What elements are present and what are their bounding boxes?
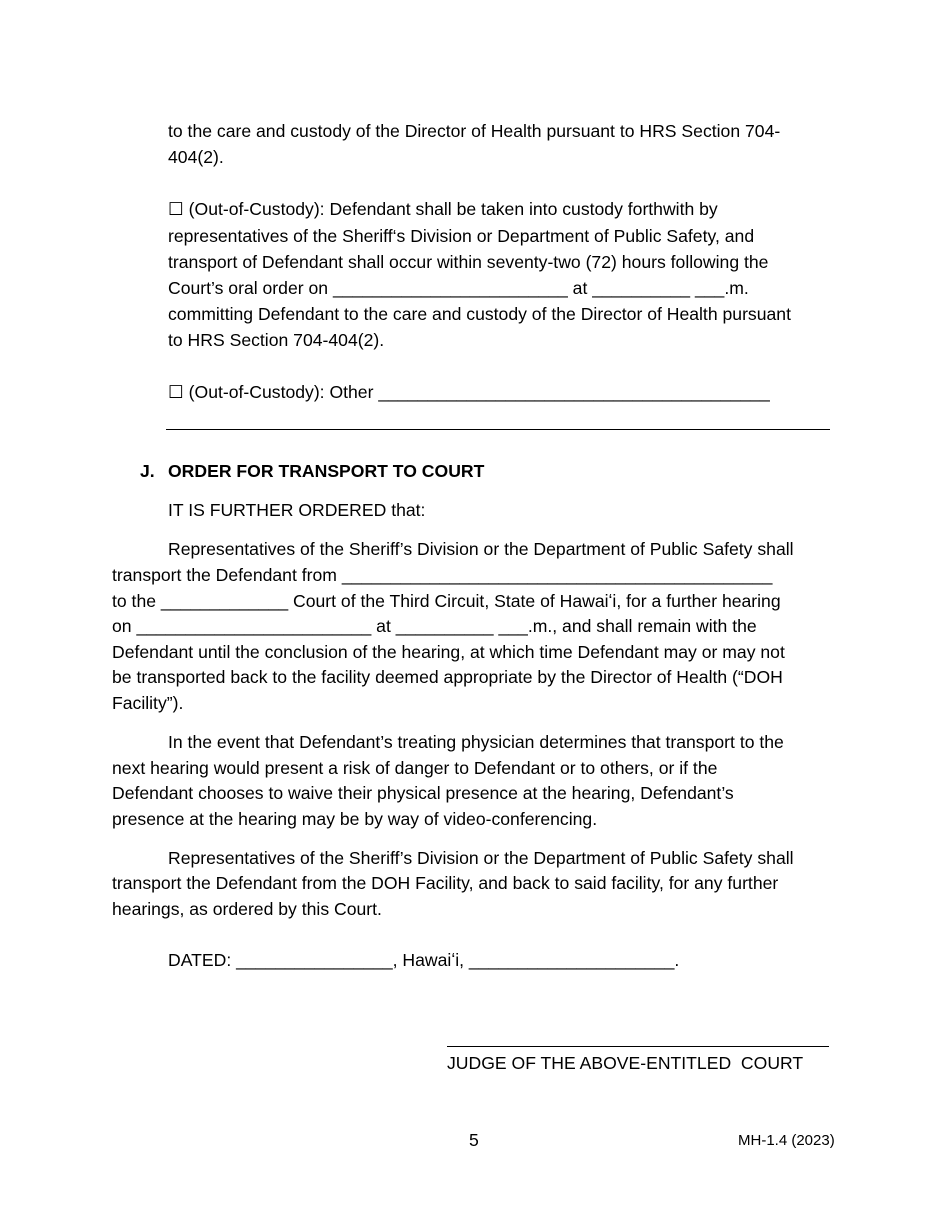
option-1-line-5: committing Defendant to the care and custody of the Director of Health pursuant xyxy=(168,304,791,324)
paragraph-3-line-1: Representatives of the Sheriff’s Division or the Department of Public Safety shall xyxy=(168,848,794,868)
signature-label: JUDGE OF THE ABOVE-ENTITLED COURT xyxy=(447,1053,804,1073)
section-letter: J. xyxy=(140,461,155,481)
paragraph-3-line-3: hearings, as ordered by this Court. xyxy=(112,899,382,919)
paragraph-1-line-6: be transported back to the facility deemed appropriate by the Director of Health (“DOH xyxy=(112,667,783,687)
paragraph-1-line-2: transport the Defendant from ____________________________________________ xyxy=(112,565,773,585)
dated-line: DATED: ________________, Hawaiʻi, _____________________. xyxy=(168,950,680,970)
paragraph-2-line-1: In the event that Defendant’s treating physician determines that transport to the xyxy=(168,732,784,752)
continuation-line-2: 404(2). xyxy=(168,147,224,167)
page-number: 5 xyxy=(469,1130,479,1150)
option-1-line-4: Court’s oral order on ________________________ at __________ ___.m. xyxy=(168,278,749,298)
paragraph-2-line-2: next hearing would present a risk of danger to Defendant or to others, or if the xyxy=(112,758,718,778)
paragraph-2-line-3: Defendant chooses to waive their physical presence at the hearing, Defendant’s xyxy=(112,783,734,803)
section-heading: ORDER FOR TRANSPORT TO COURT xyxy=(168,461,485,481)
section-intro: IT IS FURTHER ORDERED that: xyxy=(168,500,426,520)
option-text: (Out-of-Custody): Defendant shall be taken into custody forthwith by xyxy=(183,199,718,219)
checkbox[interactable]: ☐ xyxy=(168,199,184,219)
form-id: MH-1.4 (2023) xyxy=(738,1132,835,1149)
out-of-custody-option-1 xyxy=(168,199,718,219)
option-1-line-6: to HRS Section 704-404(2). xyxy=(168,330,385,350)
option-1-line-2: representatives of the Sheriff‘s Division or Department of Public Safety, and xyxy=(168,226,755,246)
signature-line[interactable] xyxy=(447,1046,829,1047)
option-1-line-3: transport of Defendant shall occur within seventy-two (72) hours following the xyxy=(168,252,769,272)
paragraph-3-line-2: transport the Defendant from the DOH Facility, and back to said facility, for any further xyxy=(112,873,779,893)
blank-line xyxy=(166,429,830,430)
paragraph-1-line-4: on ________________________ at __________ ___.m., and shall remain with the xyxy=(112,616,757,636)
paragraph-1-line-1: Representatives of the Sheriff’s Division or the Department of Public Safety shall xyxy=(168,539,794,559)
paragraph-1-line-5: Defendant until the conclusion of the hearing, at which time Defendant may or may not xyxy=(112,642,785,662)
paragraph-1-line-7: Facility”). xyxy=(112,693,184,713)
continuation-line-1: to the care and custody of the Director of Health pursuant to HRS Section 704- xyxy=(168,121,781,141)
out-of-custody-option-other xyxy=(168,382,770,402)
option-text: (Out-of-Custody): Other ________________________________________ xyxy=(183,382,770,402)
checkbox[interactable]: ☐ xyxy=(168,382,184,402)
paragraph-1-line-3: to the _____________ Court of the Third Circuit, State of Hawaiʻi, for a further hearing xyxy=(112,591,781,611)
paragraph-2-line-4: presence at the hearing may be by way of video-conferencing. xyxy=(112,809,598,829)
